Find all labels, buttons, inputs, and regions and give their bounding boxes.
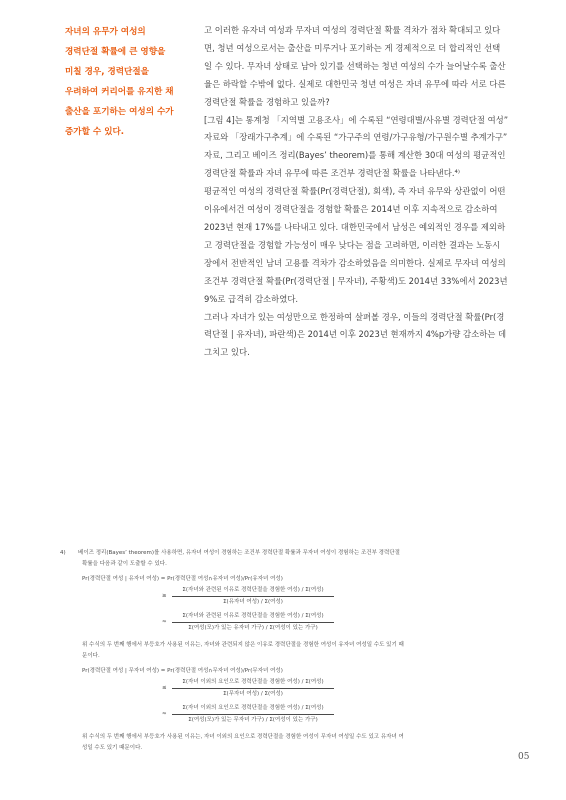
body-line: 장에서 전반적인 남녀 고용률 격차가 감소하였음을 의미한다. 실제로 무자녀 여성의 (204, 257, 506, 268)
leq-sign: ≤ (162, 685, 167, 691)
body-line: [그림 4]는 통계청 「지역별 고용조사」에 수록된 “연령대별/사유별 경력단절 여성” (204, 114, 509, 125)
body-line: 그치고 있다. (204, 347, 250, 358)
body-line: 고 경력단절을 경험할 가능성이 매우 낮다는 점을 고려하면, 이러한 결과는 노동시 (204, 239, 501, 250)
fraction-numerator: Σ(자녀 이외의 요인으로 경력단절을 경험한 여성) / Σ(여성) (172, 677, 334, 689)
equation-1-fraction-1 (172, 585, 334, 609)
pull-quote-line: 미칠 경우, 경력단절을 (65, 67, 149, 77)
pull-quote-line: 자녀의 유무가 여성의 (65, 27, 146, 37)
equation-2-fraction-2 (172, 703, 334, 727)
pull-quote-line: 출산을 포기하는 여성의 수가 (65, 107, 174, 117)
body-line: 경력단절 확률을 경험하고 있을까? (204, 96, 330, 107)
body-line: 자료와 「장래가구추계」에 수록된 “가구주의 연령/가구유형/가구원수별 추계가구” (204, 132, 508, 143)
geq-sign: ≥ (162, 593, 167, 599)
equation-2: Pr(경력단절 여성 | 무자녀 여성) = Pr(경력단절 여성∩무자녀 여성)/Pr(무자녀 여성) (82, 668, 283, 674)
footnote-note: 위 수식의 두 번째 행에서 부등호가 사용된 이유는, 자녀 이외의 요인으로 경력단절을 경험한 여성이 무자녀 여성일 수도 있고 유자녀 여 (82, 734, 404, 740)
body-line: 자료, 그리고 베이즈 정리(Bayes’ theorem)를 통해 계산한 30대 여성의 평균적인 (204, 150, 506, 161)
body-text (204, 22, 508, 362)
approx-sign: ≈ (162, 619, 167, 625)
body-line: 9%로 급격히 감소하였다. (204, 293, 299, 304)
body-line: 경력단절 확률과 자녀 유무에 따른 조건부 경력단절 확률을 나타낸다.⁴⁾ (204, 168, 460, 179)
pull-quote-line: 증가할 수 있다. (65, 127, 125, 137)
fraction-numerator: Σ(자녀 이외의 요인으로 경력단절을 경험한 여성) / Σ(여성) (172, 703, 334, 715)
footnote-note: 문이다. (82, 653, 100, 659)
body-line: 2023년 현재 17%를 나타내고 있다. 대한민국에서 남성은 예외적인 경우를 제외하 (204, 221, 506, 232)
pull-quote-line: 우려하여 커리어를 유지한 채 (65, 87, 174, 97)
equation-2-fraction-1 (172, 677, 334, 701)
footnote-intro: 확률을 다음과 같이 도출할 수 있다. (82, 561, 167, 567)
fraction-denominator: Σ(무자녀 여성) / Σ(여성) (223, 691, 283, 698)
body-line: 평균적인 여성의 경력단절 확률(Pr(경력단절), 회색), 즉 자녀 유무와 상관없이 어떤 (204, 186, 506, 197)
equation-1-fraction-2 (172, 611, 334, 635)
sidebar-pull-quote (65, 22, 185, 142)
body-line: 그러나 자녀가 있는 여성만으로 한정하여 살펴볼 경우, 이들의 경력단절 확률(Pr(경 (204, 311, 505, 322)
body-line: 이유에서건 여성이 경력단절을 경험할 확률은 2014년 이후 지속적으로 감소하여 (204, 204, 498, 215)
footnote-marker: 4) (60, 550, 66, 556)
footnote-note: 성일 수도 있기 때문이다. (82, 745, 143, 751)
body-line: 율은 하락할 수밖에 없다. 실제로 대한민국 청년 여성은 자녀 유무에 따라 서로 다른 (204, 78, 506, 89)
fraction-denominator: Σ(여성(모)가 있는 유자녀 가구) / Σ(여성이 있는 가구) (188, 625, 318, 632)
fraction-denominator: Σ(유자녀 여성) / Σ(여성) (223, 599, 283, 606)
footnote-intro: 베이즈 정리(Bayes’ theorem)를 사용하면, 유자녀 여성이 경험하는 조건부 경력단절 확률과 무자녀 여성이 경험하는 조건부 경력단절 (78, 550, 400, 556)
approx-sign: ≈ (162, 711, 167, 717)
body-line: 고 이러한 유자녀 여성과 무자녀 여성의 경력단절 확률 격차가 점차 확대되고 있다 (204, 25, 501, 35)
fraction-numerator: Σ(자녀와 관련된 이유로 경력단절을 경험한 여성) / Σ(여성) (172, 585, 334, 597)
body-line: 일 수 있다. 무자녀 상태로 남아 있기를 선택하는 청년 여성의 수가 늘어날수록 출산 (204, 60, 506, 71)
page-number: 05 (518, 752, 530, 762)
body-line: 력단절 | 유자녀), 파란색)은 2014년 이후 2023년 현재까지 4%p가량 감소하는 데 (204, 329, 507, 340)
fraction-numerator: Σ(자녀와 관련된 이유로 경력단절을 경험한 여성) / Σ(여성) (172, 611, 334, 623)
body-line: 조건부 경력단절 확률(Pr(경력단절 | 무자녀), 주황색)도 2014년 33%에서 2023년 (204, 275, 508, 286)
equation-1: Pr(경력단절 여성 | 유자녀 여성) = Pr(경력단절 여성∩유자녀 여성)/Pr(유자녀 여성) (82, 576, 283, 582)
pull-quote-line: 경력단절 확률에 큰 영향을 (65, 47, 166, 57)
body-line: 면, 청년 여성으로서는 출산을 미루거나 포기하는 게 경제적으로 더 합리적인 선택 (204, 42, 501, 53)
fraction-denominator: Σ(여성(모)가 있는 무자녀 가구) / Σ(여성이 있는 가구) (188, 717, 318, 724)
footnote-note: 위 수식의 두 번째 행에서 부등호가 사용된 이유는, 자녀와 관련되지 않은 이유로 경력단절을 경험한 여성이 유자녀 여성일 수도 있기 때 (82, 642, 404, 648)
